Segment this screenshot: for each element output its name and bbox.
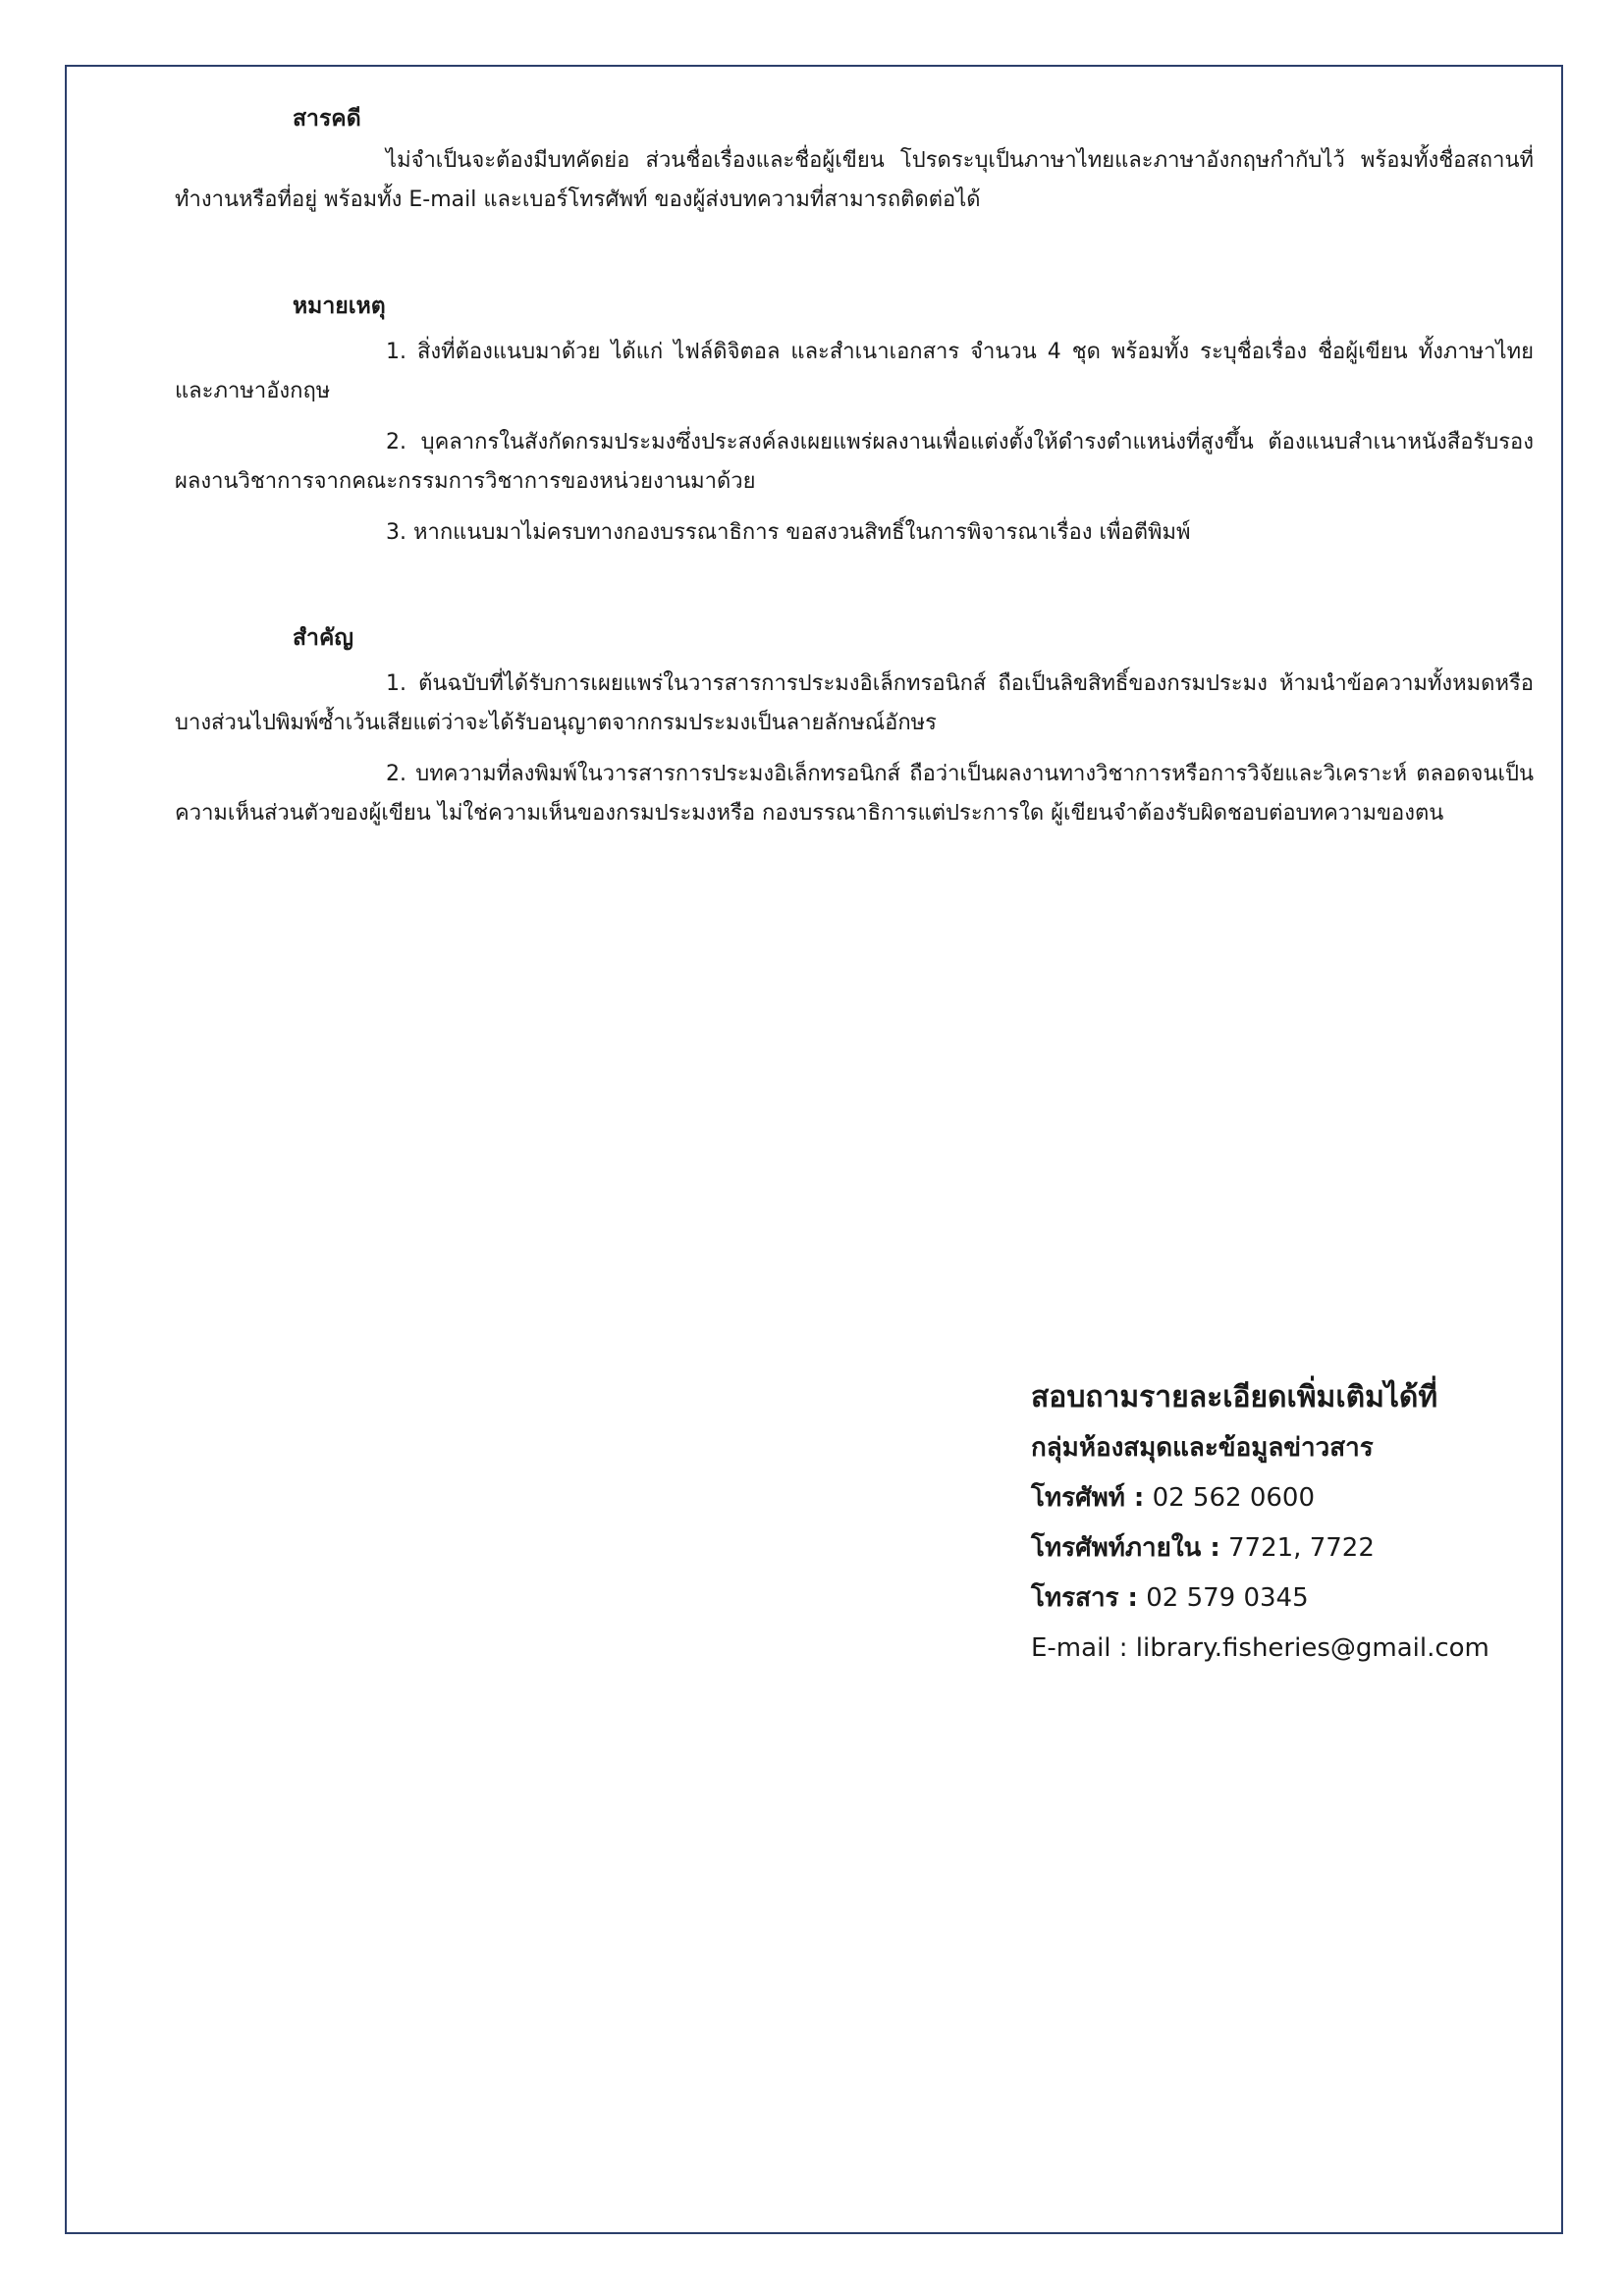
notes-heading: หมายเหตุ (293, 294, 386, 319)
fax-label: โทรสาร : (1031, 1583, 1138, 1613)
sarakadi-paragraph: ไม่จำเป็นจะต้องมีบทคัดย่อ ส่วนชื่อเรื่องและชื่อผู้เขียน โปรดระบุเป็นภาษาไทยและภาษาอังกฤษกำกับไว้ พร้อมทั้งชื่อสถานที่ทำงานหรือที่อยู่ พร้อมทั้ง E-mail และเบอร์โทรศัพท์ ของผู้ส่งบทความที่สามารถติดต่อได้ (175, 148, 1534, 212)
contact-email (1031, 1624, 1542, 1674)
contact-group-name: กลุ่มห้องสมุดและข้อมูลข่าวสาร (1031, 1433, 1374, 1463)
contact-fax (1031, 1574, 1542, 1624)
email-label: E-mail : (1031, 1633, 1128, 1663)
notes-item-3: 3. หากแนบมาไม่ครบทางกองบรรณาธิการ ขอสงวนสิทธิ์ในการพิจารณาเรื่อง เพื่อตีพิมพ์ (386, 520, 1191, 545)
email-value: library.fisheries@gmail.com (1127, 1633, 1489, 1663)
phone-value: 02 562 0600 (1144, 1483, 1315, 1513)
contact-title: สอบถามรายละเอียดเพิ่มเติมได้ที่ (1031, 1380, 1438, 1415)
phone-label: โทรศัพท์ : (1031, 1483, 1145, 1513)
internal-phone-value: 7721, 7722 (1219, 1533, 1375, 1563)
internal-phone-label: โทรศัพท์ภายใน : (1031, 1533, 1220, 1563)
fax-value: 02 579 0345 (1137, 1583, 1309, 1613)
important-item-1: 1. ต้นฉบับที่ได้รับการเผยแพร่ในวารสารการประมงอิเล็กทรอนิกส์ ถือเป็นลิขสิทธิ์ของกรมประมง ห้ามนำข้อความทั้งหมดหรือบางส่วนไปพิมพ์ซ้ำเว้นเสียแต่ว่าจะได้รับอนุญาตจากกรมประมงเป็นลายลักษณ์อักษร (175, 671, 1534, 735)
important-item-2: 2. บทความที่ลงพิมพ์ในวารสารการประมงอิเล็กทรอนิกส์ ถือว่าเป็นผลงานทางวิชาการหรือการวิจัยและวิเคราะห์ ตลอดจนเป็นความเห็นส่วนตัวของผู้เขียน ไม่ใช่ความเห็นของกรมประมงหรือ กองบรรณาธิการแต่ประการใด ผู้เขียนจำต้องรับผิดชอบต่อบทความของตน (175, 762, 1534, 826)
notes-item-2: 2. บุคลากรในสังกัดกรมประมงซึ่งประสงค์ลงเผยแพร่ผลงานเพื่อแต่งตั้งให้ดำรงตำแหน่งที่สูงขึ้น ต้องแนบสำเนาหนังสือรับรองผลงานวิชาการจากคณะกรรมการวิชาการของหน่วยงานมาด้วย (175, 430, 1534, 494)
important-heading: สำคัญ (293, 625, 353, 651)
contact-group (1031, 1423, 1542, 1473)
contact-block (1031, 1372, 1542, 1674)
contact-internal-phone (1031, 1523, 1542, 1574)
contact-phone (1031, 1473, 1542, 1523)
sarakadi-heading: สารคดี (293, 106, 361, 132)
notes-item-1: 1. สิ่งที่ต้องแนบมาด้วย ได้แก่ ไฟล์ดิจิตอล และสำเนาเอกสาร จำนวน 4 ชุด พร้อมทั้ง ระบุชื่อเรื่อง ชื่อผู้เขียน ทั้งภาษาไทย และภาษาอังกฤษ (175, 340, 1534, 403)
